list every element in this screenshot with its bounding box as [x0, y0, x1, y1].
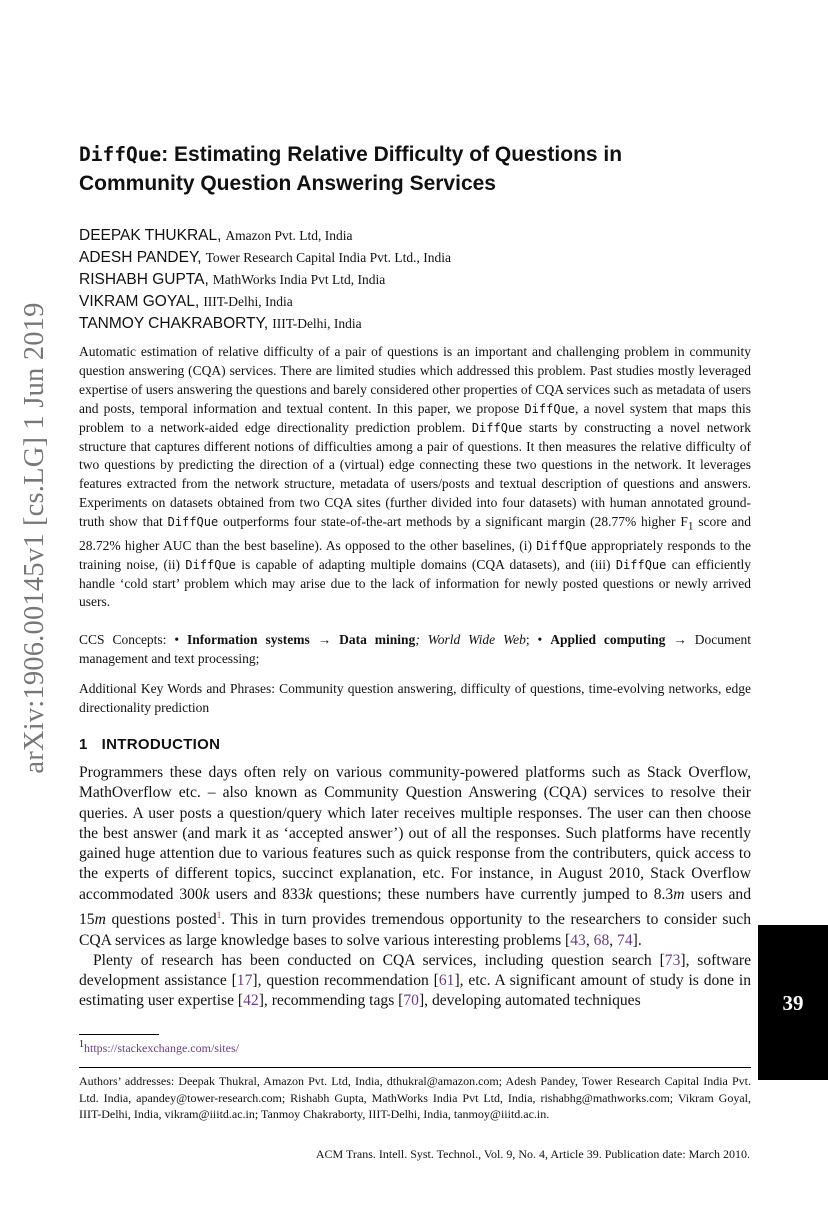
address-divider — [79, 1067, 751, 1068]
ccs-concept: Document management and text processing; — [79, 632, 752, 666]
page-footer: ACM Trans. Intell. Syst. Technol., Vol. 9, No. 4, Article 39. Publication date: March 2010. — [315, 1147, 750, 1161]
section-number: 1 — [79, 736, 88, 753]
author-affiliation: IIIT-Delhi, India — [203, 294, 293, 309]
ccs-bullet: ; • — [525, 632, 551, 647]
text: users and 15 — [79, 885, 751, 929]
unit: k — [305, 885, 313, 903]
text: , — [609, 931, 618, 949]
ccs-concept: Data mining — [339, 632, 416, 647]
system-name: DiffQue — [471, 420, 523, 435]
ccs-arrow: → — [309, 632, 340, 647]
author-entry — [79, 291, 451, 313]
citation-link[interactable]: 68 — [593, 931, 610, 949]
text: ], developing automated techniques — [418, 992, 641, 1010]
text: Plenty of research has been conducted on CQA services, including question search [ — [93, 951, 665, 969]
ccs-concept: Applied computing — [550, 632, 666, 647]
introduction-text — [79, 763, 751, 1012]
system-name: DiffQue — [167, 515, 219, 530]
system-name: DiffQue — [185, 557, 236, 572]
ccs-concept: ; World Wide Web — [415, 632, 526, 647]
author-entry — [79, 247, 451, 269]
citation-link[interactable]: 70 — [403, 992, 419, 1010]
ccs-bullet: • — [174, 632, 188, 647]
title-line2: Community Question Answering Services — [79, 172, 496, 195]
footnote — [79, 1039, 239, 1056]
citation-link[interactable]: 61 — [438, 972, 455, 990]
author-affiliation: Tower Research Capital India Pvt. Ltd., India — [205, 250, 451, 265]
text: questions; these numbers have currently jumped to 8.3 — [312, 885, 674, 903]
f1-subscript: 1 — [687, 520, 694, 533]
author-name: VIKRAM GOYAL, — [79, 293, 200, 310]
text: questions posted — [105, 911, 217, 929]
citation-link[interactable]: 43 — [570, 931, 586, 949]
author-addresses: Authors’ addresses: Deepak Thukral, Amazon Pvt. Ltd, India, dthukral@amazon.com; Adesh Pandey, Tower Research Capital India Pvt. Ltd. India, apandey@tower-research.com; Rishabh Gupta, MathWorks India Pvt Ltd, India, rishabhg@mathworks.com; Vikram Goyal, IIIT-Delhi, India, vikram@iiitd.ac.in; Tanmoy Chakraborty, IIIT-Delhi, India, tanmoy@iiitd.ac.in. — [79, 1074, 751, 1121]
title-system-name: DiffQue — [79, 143, 162, 166]
author-list — [79, 225, 451, 335]
paper-title — [79, 140, 739, 198]
title-line1: : Estimating Relative Difficulty of Questions in — [161, 143, 623, 166]
ccs-concept: Information systems — [187, 632, 310, 647]
ccs-arrow: → — [665, 632, 695, 647]
article-number-tab — [758, 925, 828, 1080]
abstract-text: outperforms four state-of-the-art methods by a significant margin (28.77% higher F — [218, 514, 688, 530]
abstract — [79, 343, 751, 612]
system-name: DiffQue — [524, 401, 576, 416]
author-entry — [79, 269, 451, 291]
text: ]. — [632, 931, 642, 949]
citation-link[interactable]: 42 — [243, 992, 259, 1010]
footnote-divider — [79, 1034, 159, 1035]
author-name: DEEPAK THUKRAL, — [79, 227, 222, 244]
ccs-label: CCS Concepts: — [79, 632, 175, 647]
footnote-mark: 1 — [79, 1039, 84, 1050]
unit: m — [673, 885, 685, 903]
author-affiliation: Amazon Pvt. Ltd, India — [225, 228, 353, 243]
unit: k — [202, 885, 210, 903]
author-name: RISHABH GUPTA, — [79, 271, 209, 288]
citation-link[interactable]: 17 — [236, 972, 253, 990]
citation-link[interactable]: 74 — [617, 931, 633, 949]
abstract-text: is capable of adapting multiple domains (CQA datasets), and (iii) — [235, 556, 616, 572]
paragraph — [79, 763, 751, 951]
footnote-link[interactable]: 1 — [216, 910, 222, 921]
text: ], recommending tags [ — [258, 992, 404, 1010]
text: ], question recommendation [ — [252, 972, 439, 990]
system-name: DiffQue — [615, 557, 667, 572]
footnote-url-link[interactable]: https://stackexchange.com/sites/ — [84, 1041, 239, 1055]
author-entry — [79, 225, 451, 247]
author-name: ADESH PANDEY, — [79, 249, 202, 266]
abstract-text: , a novel system that maps this problem to a network-aided edge directionality prediction problem. — [79, 400, 751, 435]
text: , — [585, 931, 594, 949]
author-name: TANMOY CHAKRABORTY, — [79, 315, 269, 332]
abstract-text: Automatic estimation of relative difficulty of a pair of questions is an important and challenging problem in community question answering (CQA) services. There are limited studies which addressed this problem. Past studies mostly leveraged expertise of users answering the questions and barely considered other properties of CQA services such as metadata of users and posts, temporal information and textual content. In this paper, we propose — [79, 344, 751, 416]
text: ], software development assistance [ — [79, 951, 751, 990]
abstract-text: score and 28.72% higher AUC than the best baseline). As opposed to the other baselines, (i) — [79, 514, 751, 553]
arxiv-identifier-text: arXiv:1906.00145v1 [cs.LG] 1 Jun 2019 — [19, 302, 50, 774]
page-number: 39 — [782, 991, 804, 1015]
section-heading — [79, 736, 220, 753]
abstract-text: starts by constructing a novel network structure that captures different notions of difficulties among a pair of questions. It then measures the relative difficulty of two questions by predicting the direction of a (virtual) edge connecting these two questions in the network. It leverages features extracted from the network structure, metadata of users/posts and textual description of questions and answers. Experiments on datasets obtained from two CQA sites (further divided into four datasets) with human annotated ground-truth show that — [79, 419, 751, 530]
arxiv-identifier — [0, 248, 70, 828]
author-affiliation: IIIT-Delhi, India — [272, 316, 362, 331]
text: users and 833 — [209, 885, 306, 903]
ccs-concepts — [79, 631, 751, 669]
unit: m — [94, 911, 106, 929]
section-title: INTRODUCTION — [101, 736, 221, 753]
author-entry — [79, 313, 451, 335]
text: ], etc. A significant amount of study is done in estimating user expertise [ — [79, 972, 752, 1010]
text: Programmers these days often rely on various community-powered platforms such as Stack Overflow, MathOverflow etc. – also known as Community Question Answering (CQA) services to resolve their queries. A user posts a question/query which later receives multiple responses. The user can then choose the best answer (and mark it as ‘accepted answer’) out of all the responses. Such platforms have recently gained huge attention due to various features such as quick response from the contributers, quick access to the experts of different topics, succinct explanation, etc. For instance, in August 2010, Stack Overflow accommodated 300 — [79, 764, 751, 903]
citation-link[interactable]: 73 — [664, 951, 681, 969]
keywords: Additional Key Words and Phrases: Community question answering, difficulty of questions, time-evolving networks, edge directionality prediction — [79, 681, 751, 715]
system-name: DiffQue — [536, 538, 587, 553]
author-affiliation: MathWorks India Pvt Ltd, India — [212, 272, 386, 287]
paragraph — [79, 951, 751, 1012]
abstract-text: can efficiently handle ‘cold start’ problem which may arise due to the lack of information for newly posted questions or newly arrived users. — [79, 556, 752, 610]
text: . This in turn provides tremendous opportunity to the researchers to consider such CQA services as large knowledge bases to solve various interesting problems [ — [79, 911, 752, 949]
abstract-text: appropriately responds to the training noise, (ii) — [79, 537, 751, 572]
